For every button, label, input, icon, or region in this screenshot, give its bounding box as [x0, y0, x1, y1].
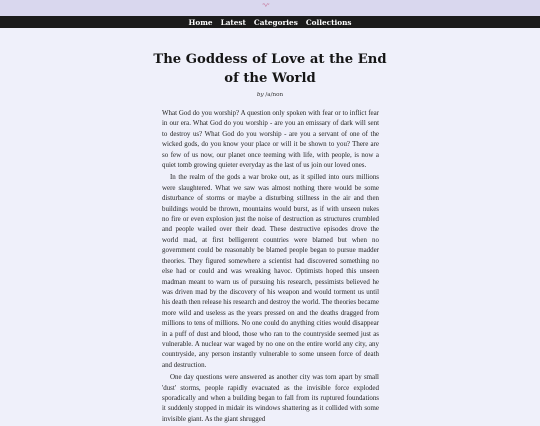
byline-label: by [256, 92, 264, 98]
main-navbar [0, 16, 540, 28]
site-header-band [0, 0, 540, 16]
story-paragraph: What God do you worship? A question only spoken with fear or to inflict fear in our era. What God do you worship - are you an emissary of dark will sent to destroy us? What God do you worship - are you a servant of one of the wicked gods, do you know your place or will it be shown to you? There are so few of us now, our planet once teeming with life, with people, is now a quiet tomb growing quieter everyday as the last of us join our loved ones. [162, 109, 379, 170]
author-link[interactable]: /a/non [265, 92, 284, 98]
nav-categories-link[interactable]: Categories [253, 17, 298, 27]
story-paragraph: One day questions were answered as another city was torn apart by small 'dust' storms, people rapidly evacuated as the invisible force exploded sporadically and when a building began to fall from its ruptured foundations it suddenly stopped in midair its windows shattering as it collided with some invisible giant. As the giant shrugged [162, 373, 379, 423]
site-logo[interactable]: ˜ᵛ˜ [262, 3, 269, 11]
nav-home-link[interactable]: Home [188, 17, 213, 27]
nav-collections-link[interactable]: Collections [305, 17, 352, 27]
story-byline [0, 92, 540, 98]
story-body [162, 108, 379, 426]
story-title: The Goddess of Love at the End of the World [153, 52, 387, 86]
nav-latest-link[interactable]: Latest [220, 17, 246, 27]
story-paragraph: In the realm of the gods a war broke out, as it spilled into ours millions were slaughtered. What we saw was almost nothing there would be some disturbance of storms or maybe a disturbing stillness in the air and then buildings would be thrown, mountains would burst, as if with unseen nukes no fire or even explosion just the noise of destruction as structures crumbled and people wailed over their dead. These destructive episodes drove the world mad, at first belligerent countries were blamed but when no government could be reasonably be blamed people began to pursue madder theories. They figured somewhere a scientist had discovered something no else had or could and was wreaking havoc. Optimists hoped this unseen madman meant to warn us of pursuing his research, pessimists believed he was driven mad by the discovery of his weapon and would torment us until his death then release his research and destroy the world. The theories became more wild and useless as the years pressed on and the deaths dragged from millions to tens of millions. No one could do anything cities would disappear in a puff of dust and blood, those who ran to the countryside seemed just as vulnerable. A nuclear war waged by no one on the entire world any city, any countryside, any person instantly vulnerable to some unseen force of death and destruction. [162, 173, 379, 369]
